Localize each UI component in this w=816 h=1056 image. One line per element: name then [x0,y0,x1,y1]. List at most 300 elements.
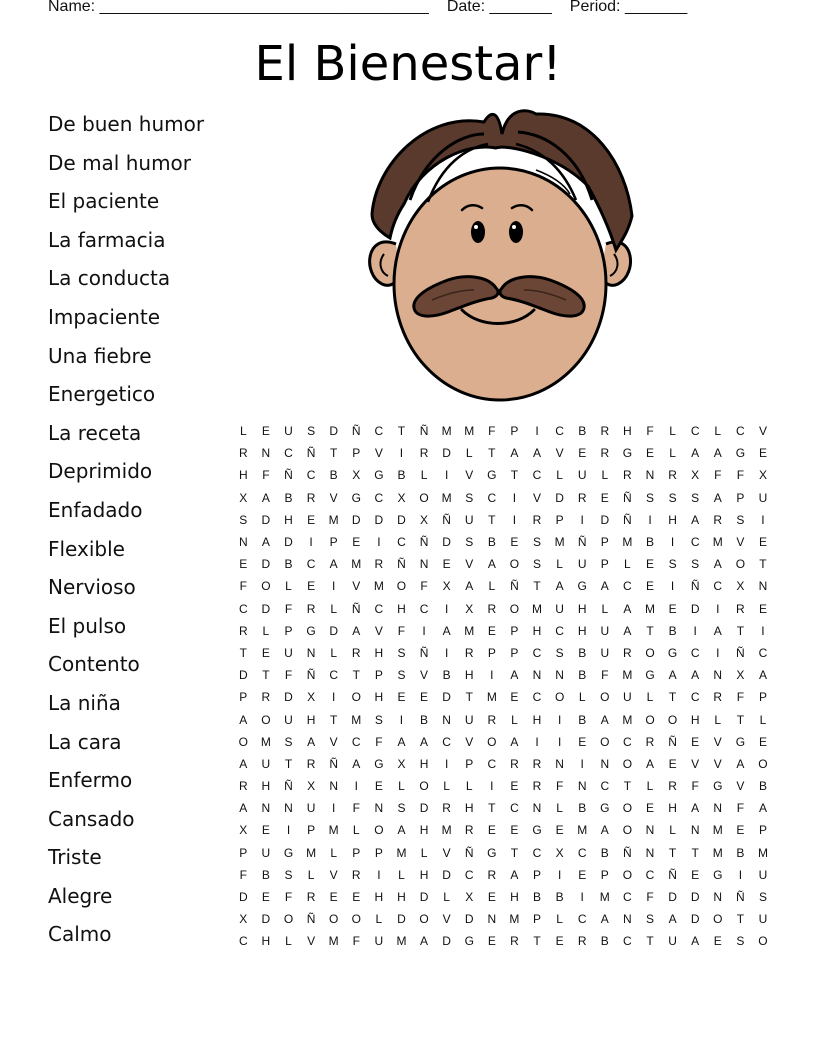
grid-letter[interactable]: V [691,756,700,771]
grid-letter[interactable]: L [556,468,563,483]
grid-letter[interactable]: R [736,601,745,616]
grid-letter[interactable]: V [736,779,745,794]
grid-letter[interactable]: B [578,424,587,439]
grid-letter[interactable]: H [623,424,632,439]
grid-letter[interactable]: M [599,890,610,905]
grid-letter[interactable]: L [669,446,676,461]
grid-letter[interactable]: A [600,912,609,927]
grid-letter[interactable]: F [646,424,654,439]
grid-letter[interactable]: Ñ [623,845,632,860]
grid-letter[interactable]: C [351,734,361,749]
grid-letter[interactable]: B [261,867,270,882]
grid-letter[interactable]: E [239,557,248,572]
grid-letter[interactable]: I [557,734,562,749]
grid-letter[interactable]: G [532,823,542,838]
grid-letter[interactable]: T [397,424,406,439]
grid-letter[interactable]: I [716,645,720,660]
grid-letter[interactable]: M [509,912,520,927]
grid-letter[interactable]: E [261,823,270,838]
grid-letter[interactable]: H [397,890,406,905]
grid-letter[interactable]: E [645,446,654,461]
grid-letter[interactable]: Ñ [329,756,338,771]
grid-letter[interactable]: N [374,801,384,816]
grid-letter[interactable]: F [601,668,609,683]
grid-letter[interactable]: G [351,490,361,505]
grid-letter[interactable]: Ñ [397,557,406,572]
grid-letter[interactable]: A [555,579,564,594]
grid-letter[interactable]: H [464,668,474,683]
grid-letter[interactable]: C [555,424,564,439]
grid-letter[interactable]: D [261,912,271,927]
grid-letter[interactable]: L [714,712,722,727]
grid-letter[interactable]: T [510,468,519,483]
grid-letter[interactable]: B [284,557,293,572]
grid-letter[interactable]: R [668,468,677,483]
grid-letter[interactable]: C [690,424,700,439]
grid-letter[interactable]: B [578,801,587,816]
grid-letter[interactable]: Ñ [736,645,745,660]
grid-letter[interactable]: Ñ [668,867,677,882]
grid-letter[interactable]: F [284,668,293,683]
grid-letter[interactable]: O [600,734,610,749]
grid-letter[interactable]: C [374,424,384,439]
grid-letter[interactable]: U [577,557,587,572]
grid-letter[interactable]: E [668,756,677,771]
grid-letter[interactable]: L [669,424,676,439]
grid-letter[interactable]: M [396,845,407,860]
grid-letter[interactable]: C [284,446,293,461]
date-field[interactable]: Date: _______ [446,0,552,15]
grid-letter[interactable]: X [736,579,745,594]
grid-letter[interactable]: A [510,668,519,683]
grid-letter[interactable]: B [578,645,587,660]
grid-letter[interactable]: E [691,867,700,882]
grid-letter[interactable]: U [758,867,768,882]
grid-letter[interactable]: L [759,712,767,727]
grid-letter[interactable]: M [328,823,339,838]
grid-letter[interactable]: B [600,845,609,860]
grid-letter[interactable]: U [758,912,768,927]
grid-letter[interactable]: R [442,801,451,816]
grid-letter[interactable]: E [510,690,519,705]
grid-letter[interactable]: L [262,623,270,638]
grid-letter[interactable]: V [329,867,338,882]
grid-letter[interactable]: V [420,668,429,683]
grid-letter[interactable]: V [329,734,338,749]
grid-letter[interactable]: R [600,446,610,461]
grid-letter[interactable]: R [351,867,361,882]
grid-letter[interactable]: N [555,756,564,771]
grid-letter[interactable]: O [713,912,723,927]
grid-letter[interactable]: A [691,801,700,816]
grid-letter[interactable]: S [239,512,248,527]
grid-letter[interactable]: I [399,712,404,727]
grid-letter[interactable]: M [554,535,565,550]
grid-letter[interactable]: I [332,579,336,594]
grid-letter[interactable]: Ñ [306,668,316,683]
grid-letter[interactable]: A [239,712,248,727]
grid-letter[interactable]: B [397,468,406,483]
grid-letter[interactable]: A [465,579,474,594]
grid-letter[interactable]: E [307,512,316,527]
grid-letter[interactable]: A [261,535,270,550]
grid-letter[interactable]: M [757,845,768,860]
grid-letter[interactable]: I [444,645,449,660]
grid-letter[interactable]: P [533,867,542,882]
grid-letter[interactable]: C [532,690,542,705]
grid-letter[interactable]: T [330,712,338,727]
grid-letter[interactable]: E [442,557,451,572]
grid-letter[interactable]: M [622,535,633,550]
grid-letter[interactable]: L [556,801,563,816]
grid-letter[interactable]: P [555,512,564,527]
grid-letter[interactable]: H [306,712,316,727]
grid-letter[interactable]: C [397,535,406,550]
grid-letter[interactable]: N [758,579,768,594]
grid-letter[interactable]: G [622,446,633,461]
grid-letter[interactable]: M [464,424,475,439]
grid-letter[interactable]: Ñ [284,468,293,483]
grid-letter[interactable]: A [261,490,270,505]
grid-letter[interactable]: D [690,601,700,616]
grid-letter[interactable]: L [420,468,428,483]
grid-letter[interactable]: P [600,867,609,882]
grid-letter[interactable]: F [239,867,247,882]
grid-letter[interactable]: L [239,424,247,439]
grid-letter[interactable]: P [239,690,248,705]
grid-letter[interactable]: E [713,934,722,949]
grid-letter[interactable]: C [623,890,632,905]
grid-letter[interactable]: I [738,867,743,882]
grid-letter[interactable]: R [306,601,316,616]
grid-letter[interactable]: U [284,424,293,439]
grid-letter[interactable]: I [670,535,675,550]
grid-letter[interactable]: B [578,712,587,727]
grid-letter[interactable]: O [419,912,429,927]
grid-letter[interactable]: A [713,557,722,572]
grid-letter[interactable]: N [577,779,587,794]
grid-letter[interactable]: A [352,756,361,771]
grid-letter[interactable]: A [691,668,700,683]
grid-letter[interactable]: C [532,645,542,660]
grid-letter[interactable]: O [238,734,248,749]
grid-letter[interactable]: S [691,490,700,505]
grid-letter[interactable]: A [533,446,542,461]
grid-letter[interactable]: P [465,756,474,771]
grid-letter[interactable]: Ñ [419,535,429,550]
grid-letter[interactable]: H [668,801,677,816]
grid-letter[interactable]: N [284,801,293,816]
grid-letter[interactable]: N [532,801,542,816]
grid-letter[interactable]: I [490,668,494,683]
grid-letter[interactable]: A [668,668,677,683]
grid-letter[interactable]: U [668,934,677,949]
grid-letter[interactable]: I [422,623,426,638]
grid-letter[interactable]: H [284,512,293,527]
grid-letter[interactable]: N [713,668,723,683]
grid-letter[interactable]: Ñ [736,890,745,905]
grid-letter[interactable]: C [329,668,338,683]
grid-letter[interactable]: I [332,801,336,816]
grid-letter[interactable]: O [509,557,520,572]
grid-letter[interactable]: B [442,668,451,683]
grid-letter[interactable]: L [646,690,654,705]
grid-letter[interactable]: Ñ [577,535,587,550]
grid-letter[interactable]: B [487,535,496,550]
grid-letter[interactable]: A [623,601,632,616]
grid-letter[interactable]: M [622,712,633,727]
grid-letter[interactable]: H [419,756,429,771]
grid-letter[interactable]: M [373,579,384,594]
grid-letter[interactable]: I [648,512,652,527]
grid-letter[interactable]: H [532,712,542,727]
grid-letter[interactable]: U [600,645,610,660]
grid-letter[interactable]: C [374,601,384,616]
grid-letter[interactable]: L [578,690,586,705]
grid-letter[interactable]: M [532,601,543,616]
grid-letter[interactable]: N [645,468,655,483]
grid-letter[interactable]: D [238,890,248,905]
grid-letter[interactable]: P [510,645,519,660]
grid-letter[interactable]: A [307,734,316,749]
grid-letter[interactable]: R [600,424,610,439]
grid-letter[interactable]: Ñ [690,579,700,594]
grid-letter[interactable]: E [420,690,429,705]
grid-letter[interactable]: Ñ [284,779,293,794]
grid-letter[interactable]: H [577,623,587,638]
grid-letter[interactable]: F [736,468,745,483]
grid-letter[interactable]: M [712,845,723,860]
grid-letter[interactable]: S [284,867,293,882]
grid-letter[interactable]: X [239,912,248,927]
grid-letter[interactable]: H [397,601,406,616]
grid-letter[interactable]: A [510,867,519,882]
grid-letter[interactable]: N [419,557,429,572]
grid-letter[interactable]: X [420,512,429,527]
grid-letter[interactable]: E [600,490,609,505]
grid-letter[interactable]: G [374,756,384,771]
grid-letter[interactable]: A [397,734,406,749]
grid-letter[interactable]: T [465,690,473,705]
grid-letter[interactable]: P [284,623,293,638]
grid-letter[interactable]: D [690,912,700,927]
grid-letter[interactable]: N [600,756,610,771]
grid-letter[interactable]: V [465,468,474,483]
grid-letter[interactable]: E [668,601,677,616]
grid-letter[interactable]: I [309,535,313,550]
grid-letter[interactable]: R [306,890,316,905]
grid-letter[interactable]: G [306,623,316,638]
grid-letter[interactable]: C [419,601,429,616]
grid-letter[interactable]: L [420,845,428,860]
grid-letter[interactable]: B [758,779,767,794]
grid-letter[interactable]: V [307,934,316,949]
grid-letter[interactable]: R [464,823,474,838]
grid-letter[interactable]: I [670,579,675,594]
grid-letter[interactable]: X [555,845,564,860]
grid-letter[interactable]: R [532,512,542,527]
grid-letter[interactable]: G [713,779,723,794]
grid-letter[interactable]: E [578,867,587,882]
grid-letter[interactable]: P [352,845,361,860]
grid-letter[interactable]: T [736,712,745,727]
grid-letter[interactable]: B [533,890,542,905]
grid-letter[interactable]: E [578,446,587,461]
grid-letter[interactable]: L [646,779,654,794]
grid-letter[interactable]: C [690,535,700,550]
grid-letter[interactable]: V [758,424,767,439]
grid-letter[interactable]: T [533,579,541,594]
grid-letter[interactable]: M [712,823,723,838]
grid-letter[interactable]: D [442,690,451,705]
grid-letter[interactable]: P [239,845,248,860]
grid-letter[interactable]: C [690,645,700,660]
grid-letter[interactable]: P [510,623,519,638]
grid-letter[interactable]: S [645,912,654,927]
grid-letter[interactable]: D [690,890,700,905]
grid-letter[interactable]: D [419,890,429,905]
grid-letter[interactable]: R [487,601,497,616]
grid-letter[interactable]: Ñ [623,490,632,505]
grid-letter[interactable]: U [464,512,474,527]
grid-letter[interactable]: P [533,912,542,927]
grid-letter[interactable]: A [736,756,745,771]
grid-letter[interactable]: I [444,601,449,616]
grid-letter[interactable]: G [283,845,294,860]
grid-letter[interactable]: E [645,557,654,572]
grid-letter[interactable]: S [736,934,745,949]
grid-letter[interactable]: B [578,668,587,683]
grid-letter[interactable]: P [600,535,609,550]
grid-letter[interactable]: L [285,934,292,949]
grid-letter[interactable]: A [329,557,338,572]
grid-letter[interactable]: I [286,823,291,838]
grid-letter[interactable]: E [758,446,767,461]
grid-letter[interactable]: F [284,890,293,905]
period-field[interactable]: Period: _______ [569,0,688,15]
grid-letter[interactable]: C [374,490,384,505]
grid-letter[interactable]: H [419,867,429,882]
grid-letter[interactable]: V [352,579,361,594]
grid-letter[interactable]: C [555,623,564,638]
grid-letter[interactable]: T [668,845,677,860]
grid-letter[interactable]: U [600,623,610,638]
grid-letter[interactable]: U [464,712,474,727]
grid-letter[interactable]: D [464,912,474,927]
grid-letter[interactable]: T [533,934,541,949]
grid-letter[interactable]: A [713,446,722,461]
grid-letter[interactable]: X [397,756,406,771]
grid-letter[interactable]: M [486,690,497,705]
grid-letter[interactable]: D [442,446,451,461]
grid-letter[interactable]: U [284,645,293,660]
name-field[interactable]: Name: _____________________________________ [48,0,429,15]
grid-letter[interactable]: M [306,845,317,860]
grid-letter[interactable]: O [261,712,271,727]
grid-letter[interactable]: F [375,734,383,749]
grid-letter[interactable]: Ñ [623,512,632,527]
grid-letter[interactable]: R [532,756,542,771]
grid-letter[interactable]: I [377,535,381,550]
grid-letter[interactable]: T [488,512,496,527]
grid-letter[interactable]: E [352,535,361,550]
grid-letter[interactable]: R [261,690,271,705]
grid-letter[interactable]: A [600,823,609,838]
grid-letter[interactable]: A [600,579,609,594]
grid-letter[interactable]: D [374,512,384,527]
grid-letter[interactable]: M [622,668,633,683]
grid-letter[interactable]: F [736,690,745,705]
grid-letter[interactable]: C [532,845,542,860]
grid-letter[interactable]: L [714,424,722,439]
grid-letter[interactable]: X [239,490,248,505]
grid-letter[interactable]: O [758,934,768,949]
grid-letter[interactable]: T [646,934,654,949]
grid-letter[interactable]: M [441,490,452,505]
grid-letter[interactable]: L [601,468,609,483]
grid-letter[interactable]: G [713,867,723,882]
grid-letter[interactable]: B [420,712,429,727]
grid-letter[interactable]: S [758,890,767,905]
grid-letter[interactable]: C [442,734,451,749]
grid-letter[interactable]: A [510,734,519,749]
grid-letter[interactable]: M [441,424,452,439]
grid-letter[interactable]: P [736,490,745,505]
grid-letter[interactable]: V [465,734,474,749]
grid-letter[interactable]: E [555,934,564,949]
grid-letter[interactable]: N [238,535,248,550]
grid-letter[interactable]: E [487,623,496,638]
grid-letter[interactable]: B [555,890,564,905]
grid-letter[interactable]: R [645,734,655,749]
grid-letter[interactable]: M [396,934,407,949]
grid-letter[interactable]: A [510,446,519,461]
grid-letter[interactable]: A [600,712,609,727]
grid-letter[interactable]: I [580,890,584,905]
grid-letter[interactable]: T [623,779,632,794]
grid-letter[interactable]: I [354,779,358,794]
grid-letter[interactable]: B [668,623,677,638]
grid-letter[interactable]: X [442,579,451,594]
grid-letter[interactable]: E [352,890,361,905]
grid-letter[interactable]: S [668,490,677,505]
grid-letter[interactable]: C [577,845,587,860]
grid-letter[interactable]: N [645,823,655,838]
grid-letter[interactable]: E [261,890,270,905]
grid-letter[interactable]: V [533,490,542,505]
grid-letter[interactable]: H [690,712,700,727]
grid-letter[interactable]: H [238,468,248,483]
grid-letter[interactable]: A [713,490,722,505]
grid-letter[interactable]: L [443,890,450,905]
grid-letter[interactable]: A [442,623,451,638]
grid-letter[interactable]: C [600,779,610,794]
grid-letter[interactable]: S [465,535,474,550]
grid-letter[interactable]: D [284,535,293,550]
grid-letter[interactable]: E [691,734,700,749]
grid-letter[interactable]: T [284,756,293,771]
grid-letter[interactable]: C [510,801,519,816]
grid-letter[interactable]: C [690,690,700,705]
grid-letter[interactable]: V [713,756,722,771]
grid-letter[interactable]: D [284,690,293,705]
grid-letter[interactable]: X [307,690,316,705]
grid-letter[interactable]: A [691,512,700,527]
grid-letter[interactable]: A [691,934,700,949]
grid-letter[interactable]: C [306,468,316,483]
grid-letter[interactable]: L [330,645,338,660]
grid-letter[interactable]: R [623,468,632,483]
